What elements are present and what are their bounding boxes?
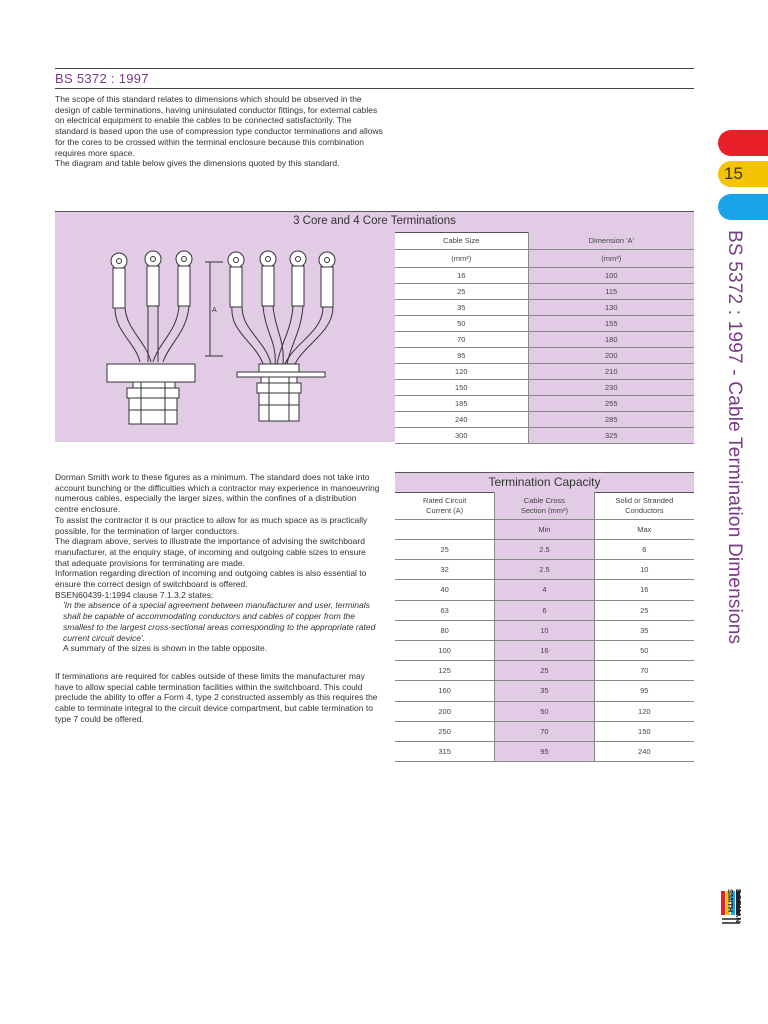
body-paragraph-7: If terminations are required for cables outside of these limits the manufacturer may have to allow special cable termination facilities within the switchboard. This could preclude the ability to offer a Form 4, type 2 constructed assembly as this requires the cable to terminate integral to the circuit device compartment, but cable termination to type 7 could be offered. <box>55 670 378 724</box>
cable-size-cell: 25 <box>395 284 528 300</box>
four-core-assembly <box>228 251 335 421</box>
col-header-cross-section <box>495 492 594 520</box>
logo-line-1: DORMAN <box>734 889 743 923</box>
empty-cell <box>395 520 495 540</box>
max-cell: 240 <box>594 741 694 761</box>
header-text: Rated Circuit <box>422 496 467 505</box>
current-cell: 80 <box>395 620 495 640</box>
dimension-cell: 200 <box>528 348 694 364</box>
vertical-section-title: BS 5372 : 1997 - Cable Termination Dimensions <box>724 230 745 645</box>
min-cell: 2.5 <box>495 540 594 560</box>
min-cell: 50 <box>495 701 594 721</box>
body-paragraph-3: The diagram above, serves to illustrate the importance of advising the switchboard manufacturer, at the enquiry stage, of incoming and outgoing cable sizes to ensure that adequate provisions for terminating are made. <box>55 536 366 568</box>
capacity-title: Termination Capacity <box>395 472 694 493</box>
cable-size-cell: 120 <box>395 364 528 380</box>
min-cell: 4 <box>495 580 594 600</box>
table-row <box>395 364 694 380</box>
col-unit-cable-size: (mm²) <box>395 250 528 268</box>
intro-text <box>55 94 385 169</box>
header-text: Section (mm²) <box>520 505 568 515</box>
dimension-cell: 130 <box>528 300 694 316</box>
min-label: Min <box>495 520 594 540</box>
max-cell: 25 <box>594 600 694 620</box>
dimension-cell: 325 <box>528 428 694 444</box>
table-row <box>395 681 694 701</box>
three-core-assembly <box>107 251 195 424</box>
intro-paragraph-2: The diagram and table below gives the dimensions quoted by this standard. <box>55 158 340 169</box>
tab-red <box>718 130 768 156</box>
top-rule <box>55 68 694 69</box>
current-cell: 315 <box>395 741 495 761</box>
body-paragraph-5: BSEN60439-1:1994 clause 7.1.3.2 states: <box>55 589 214 600</box>
table-row <box>395 540 694 560</box>
logo-line-2: SMITH <box>726 889 735 913</box>
min-cell: 16 <box>495 640 594 660</box>
table-row <box>395 348 694 364</box>
cable-size-cell: 70 <box>395 332 528 348</box>
dimension-cell: 155 <box>528 316 694 332</box>
table-row <box>395 741 694 761</box>
current-cell: 100 <box>395 640 495 660</box>
current-cell: 200 <box>395 701 495 721</box>
current-cell: 250 <box>395 721 495 741</box>
max-cell: 95 <box>594 681 694 701</box>
header-text: Cable Cross <box>523 496 566 505</box>
dimension-a-label: A <box>212 307 217 314</box>
table-row <box>395 721 694 741</box>
page-number: 15 <box>724 164 743 183</box>
dimension-cell: 285 <box>528 412 694 428</box>
standard-quote: 'In the absence of a special agreement between manufacturer and user, terminals shall be capable of accommodating conductors and cables of copper from the smallest to the largest cross-sectional areas corresponding to the appropriate rated current circuit device'. <box>63 600 376 643</box>
max-cell: 16 <box>594 580 694 600</box>
table-row <box>395 640 694 660</box>
table-row <box>395 580 694 600</box>
table-row <box>395 701 694 721</box>
body-paragraph-1: Dorman Smith work to these figures as a minimum. The standard does not take into account bunching or the difficulties which a contractor may experience in manoeuvring numerous cables, especially the larger sizes, within the confines of a distribution centre enclosure. <box>55 472 380 515</box>
max-label: Max <box>594 520 694 540</box>
dimension-cell: 100 <box>528 268 694 284</box>
cable-size-cell: 50 <box>395 316 528 332</box>
max-cell: 10 <box>594 560 694 580</box>
header-text: Solid or Stranded <box>615 496 674 505</box>
cable-size-cell: 95 <box>395 348 528 364</box>
cable-size-cell: 16 <box>395 268 528 284</box>
col-header-rated-current <box>395 492 495 520</box>
body-paragraph-6: A summary of the sizes is shown in the table opposite. <box>63 643 268 654</box>
dimension-table <box>395 232 694 444</box>
table-row <box>395 600 694 620</box>
page-heading: BS 5372 : 1997 <box>55 71 149 86</box>
current-cell: 160 <box>395 681 495 701</box>
min-cell: 95 <box>495 741 594 761</box>
dimension-cell: 180 <box>528 332 694 348</box>
table-row <box>395 620 694 640</box>
col-header-cable-size: Cable Size <box>395 232 528 250</box>
current-cell: 32 <box>395 560 495 580</box>
dimension-cell: 210 <box>528 364 694 380</box>
table-row <box>395 560 694 580</box>
heading-rule <box>55 88 694 89</box>
current-cell: 63 <box>395 600 495 620</box>
table-row <box>395 268 694 284</box>
cable-size-cell: 185 <box>395 396 528 412</box>
max-cell: 35 <box>594 620 694 640</box>
min-cell: 2.5 <box>495 560 594 580</box>
dimension-cell: 230 <box>528 380 694 396</box>
min-cell: 35 <box>495 681 594 701</box>
body-paragraph-4: Information regarding direction of incoming and outgoing cables is also essential to ensure the correct design of switchboard is offered. <box>55 568 367 590</box>
table-row <box>395 300 694 316</box>
table-row <box>395 428 694 444</box>
cable-size-cell: 150 <box>395 380 528 396</box>
max-cell: 6 <box>594 540 694 560</box>
body-text <box>55 472 380 724</box>
current-cell: 25 <box>395 540 495 560</box>
min-cell: 70 <box>495 721 594 741</box>
cable-size-cell: 300 <box>395 428 528 444</box>
col-header-conductors <box>594 492 694 520</box>
diagram-title: 3 Core and 4 Core Terminations <box>55 211 694 233</box>
current-cell: 40 <box>395 580 495 600</box>
table-row <box>395 396 694 412</box>
dimension-cell: 255 <box>528 396 694 412</box>
logo-text <box>726 889 742 923</box>
min-cell: 6 <box>495 600 594 620</box>
header-text: Current (A) <box>426 505 464 515</box>
dimension-cell: 115 <box>528 284 694 300</box>
table-row <box>395 284 694 300</box>
intro-paragraph-1: The scope of this standard relates to dimensions which should be observed in the design of cable terminations, having uninsulated conductor fittings, for external cables on electrical equipment to enable the cables to be connected satisfactorily. The standard is based upon the use of compression type conductor terminations and allows for the cores to be crossed within the terminal enclosure because this combination requires more space. <box>55 94 383 158</box>
termination-diagram <box>55 232 395 442</box>
header-text: Conductors <box>625 505 664 515</box>
table-row <box>395 412 694 428</box>
max-cell: 70 <box>594 661 694 681</box>
max-cell: 150 <box>594 721 694 741</box>
capacity-table <box>395 492 694 762</box>
cable-size-cell: 35 <box>395 300 528 316</box>
current-cell: 125 <box>395 661 495 681</box>
table-row <box>395 380 694 396</box>
table-row <box>395 316 694 332</box>
table-row <box>395 661 694 681</box>
max-cell: 120 <box>594 701 694 721</box>
tab-blue <box>718 194 768 220</box>
body-paragraph-2: To assist the contractor it is our practice to allow for as much space as is practically possible, for the termination of larger conductors. <box>55 514 368 536</box>
table-row <box>395 332 694 348</box>
cable-termination-illustration <box>55 232 395 442</box>
min-cell: 10 <box>495 620 594 640</box>
col-unit-dimension: (mm²) <box>528 250 694 268</box>
min-cell: 25 <box>495 661 594 681</box>
max-cell: 50 <box>594 640 694 660</box>
col-header-dimension: Dimension 'A' <box>528 232 694 250</box>
cable-size-cell: 240 <box>395 412 528 428</box>
